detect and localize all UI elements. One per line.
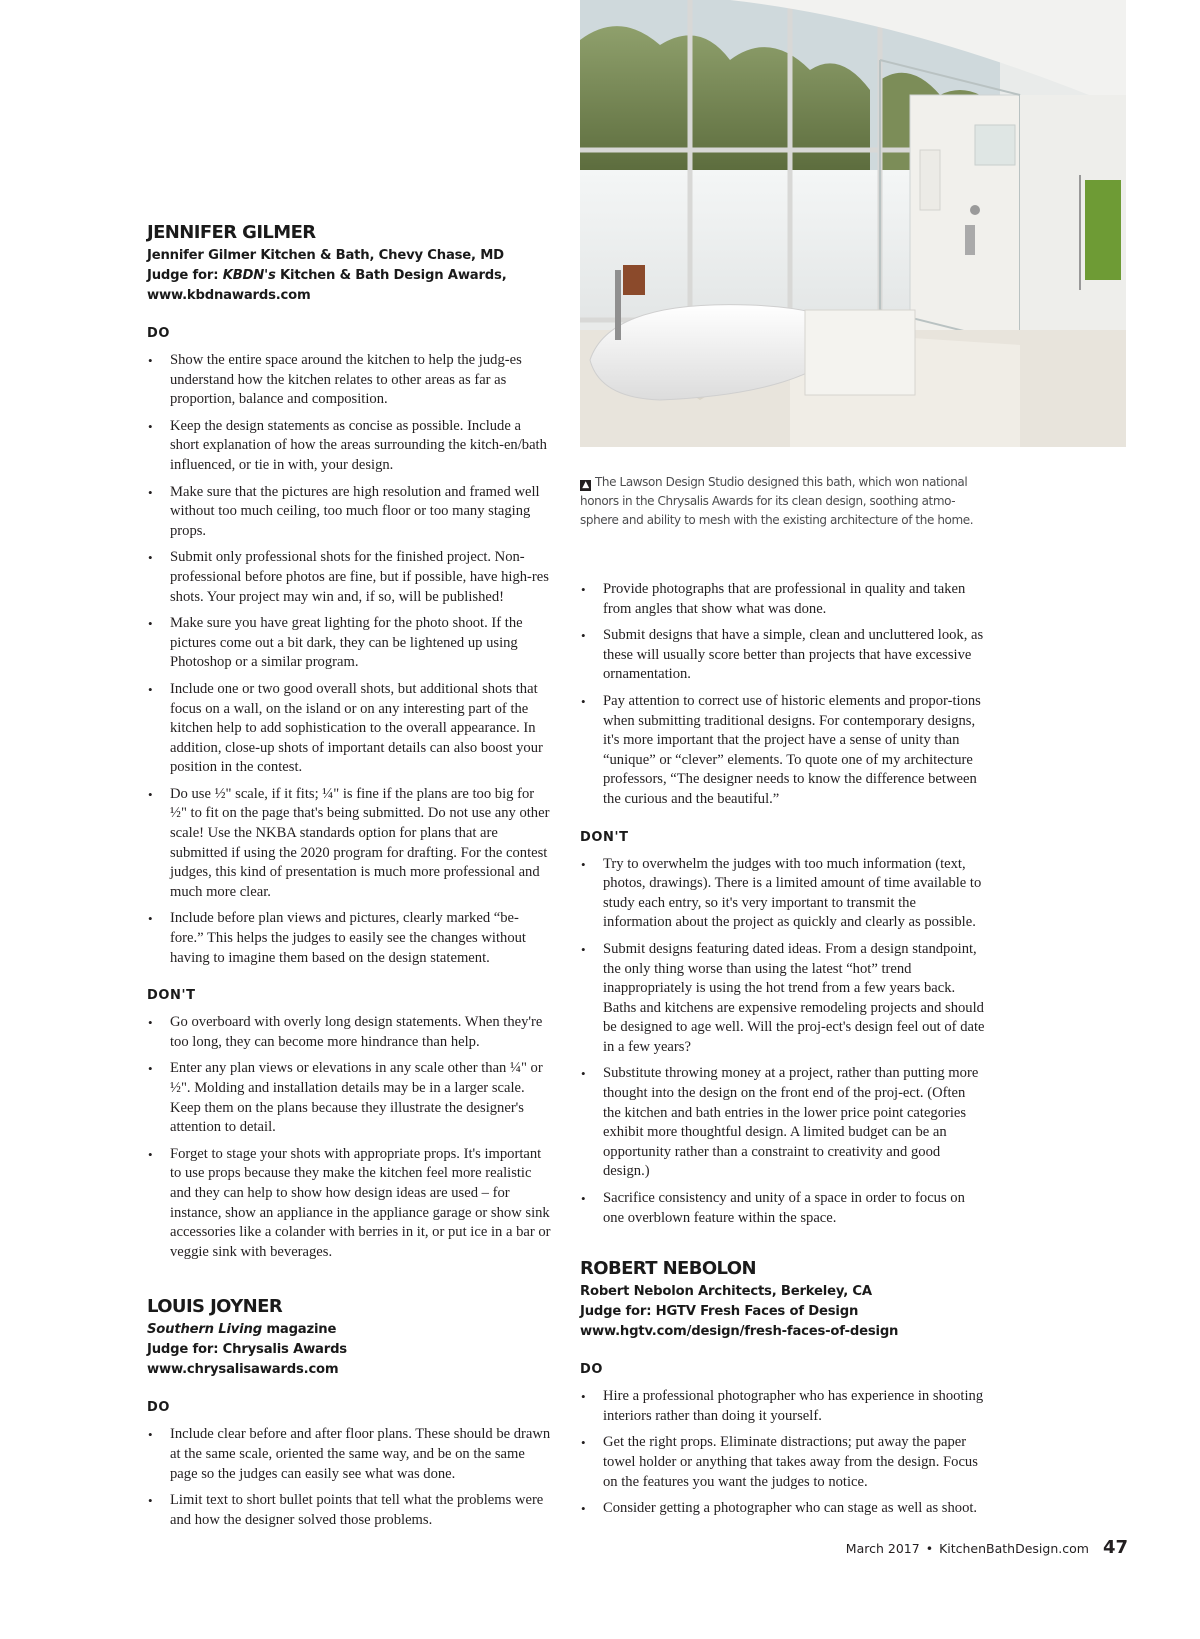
judge-url: www.hgtv.com/design/fresh-faces-of-design <box>580 1324 899 1340</box>
judge-meta <box>147 246 552 306</box>
list-item: • Make sure that the pictures are high resolution and framed well without too much ceiling, too much floor or too many staging props. <box>147 483 552 542</box>
judge-gilmer <box>147 222 552 1262</box>
judge-nebolon <box>580 1258 985 1519</box>
do-heading: DO <box>580 1362 604 1378</box>
list-item: • Submit designs featuring dated ideas. From a design standpoint, the only thing worse than using the latest “hot” trend inappropriately is using the hot trend from a few years back. Baths and kitchens are expensive remodeling projects and should be designed to age well. Will the proj-ect's design feel out of date in a few years? <box>580 940 985 1058</box>
dont-heading: DON'T <box>580 829 629 845</box>
list-item: • Get the right props. Eliminate distractions; put away the paper towel holder or anything that takes away from the design. Focus on the features you want the judges to notice. <box>580 1433 985 1492</box>
list-item: • Show the entire space around the kitchen to help the judg-es understand how the kitchen relates to other areas as far as proportion, balance and composition. <box>147 351 552 410</box>
do-heading: DO <box>147 1400 171 1416</box>
list-item: • Consider getting a photographer who can stage as well as shoot. <box>580 1499 985 1519</box>
page-number: 47 <box>1102 1537 1128 1558</box>
list-item: • Do use ½" scale, if it fits; ¼" is fine if the plans are too big for ½" to fit on the page that's being submitted. Do not use any other scale! Use the NKBA standards option for plans that are submitted if using the 2020 program for drafting. For the contest judges, this kind of presentation is much more professional and much more clear. <box>147 785 552 903</box>
list-item: • Provide photographs that are professional in quality and taken from angles that show what was done. <box>580 580 985 619</box>
do-list <box>147 1425 552 1530</box>
list-item: • Hire a professional photographer who has experience in shooting interiors rather than doing it yourself. <box>580 1387 985 1426</box>
list-item: • Enter any plan views or elevations in any scale other than ¼" or ½". Molding and installation details may be in a larger scale. Keep them on the plans because they illustrate the designer's attention to detail. <box>147 1059 552 1137</box>
dont-heading: DON'T <box>147 988 196 1004</box>
issue-date: March 2017 <box>845 1541 920 1556</box>
page-footer <box>846 1537 1128 1558</box>
list-item: • Go overboard with overly long design statements. When they're too long, they can become more hindrance than help. <box>147 1013 552 1052</box>
judge-prefix: Judge for: <box>147 268 223 283</box>
site-name: KitchenBathDesign.com <box>939 1541 1089 1556</box>
do-heading: DO <box>147 326 171 341</box>
judge-affiliation: Judge for: Chrysalis Awards <box>147 1342 347 1358</box>
list-item: • Submit only professional shots for the finished project. Non-professional before photos are fine, but if possible, have high-res shots. Your project may win and, if so, will be published! <box>147 548 552 607</box>
judge-award: Kitchen & Bath Design Awards, <box>275 268 507 283</box>
left-column <box>147 222 552 1537</box>
list-item: • Include clear before and after floor plans. These should be drawn at the same scale, oriented the same way, and be on the same page so the judges can easily see what was done. <box>147 1425 552 1484</box>
do-list <box>580 1387 985 1519</box>
judge-pub-italic: KBDN's <box>222 268 276 283</box>
judge-publication <box>147 1320 552 1340</box>
list-item: • Submit designs that have a simple, clean and uncluttered look, as these will usually score better than projects that have excessive ornamentation. <box>580 626 985 685</box>
judge-pub-italic: Southern Living <box>147 1322 262 1338</box>
judge-pub-suffix: magazine <box>261 1322 337 1338</box>
dont-list <box>580 855 985 1229</box>
judge-joyner <box>147 1296 552 1530</box>
up-arrow-icon: ▲ <box>580 480 591 491</box>
list-item: • Sacrifice consistency and unity of a space in order to focus on one overblown feature within the space. <box>580 1189 985 1228</box>
judge-affiliation <box>147 266 552 286</box>
judge-meta <box>580 1282 985 1342</box>
caption-text: The Lawson Design Studio designed this bath, which won national honors in the Chrysalis Awards for its clean design, soothing atmo-sphere and ability to mesh with the existing architecture of the home. <box>580 475 974 527</box>
photo-caption <box>580 473 990 530</box>
do-list <box>147 351 552 968</box>
judge-name: LOUIS JOYNER <box>147 1296 283 1318</box>
list-item: • Make sure you have great lighting for the photo shoot. If the pictures come out a bit dark, they can be lightened up using Photoshop or a similar program. <box>147 614 552 673</box>
do-list-continued <box>580 580 985 810</box>
right-column <box>580 580 985 1526</box>
list-item: • Keep the design statements as concise as possible. Include a short explanation of how the areas surrounding the kitch-en/bath influenced, or tie in with, your design. <box>147 417 552 476</box>
judge-company: Jennifer Gilmer Kitchen & Bath, Chevy Chase, MD <box>147 248 504 263</box>
list-item: • Try to overwhelm the judges with too much information (text, photos, drawings). There is a limited amount of time available to study each entry, so it's very important to transmit the information about the project as quickly and clearly as possible. <box>580 855 985 933</box>
list-item: • Include before plan views and pictures, clearly marked “be-fore.” This helps the judges to easily see the changes without having to imagine them based on the design statement. <box>147 909 552 968</box>
bathroom-illustration <box>580 0 1126 447</box>
list-item: • Pay attention to correct use of historic elements and propor-tions when submitting traditional designs. For contemporary designs, it's more important that the project have a sense of unity than “unique” or “clever” elements. To quote one of my architecture professors, “The designer needs to know the difference between the curious and the beautiful.” <box>580 692 985 810</box>
list-item: • Substitute throwing money at a project, rather than putting more thought into the design on the front end of the proj-ect. (Often the kitchen and bath entries in the lower price point categories exhibit more thoughtful design. A limited budget can be an opportunity rather than a constraint to creativity and good design.) <box>580 1064 985 1182</box>
judge-url: www.kbdnawards.com <box>147 288 311 303</box>
list-item: • Forget to stage your shots with appropriate props. It's important to use props because they make the kitchen feel more realistic and they can help to show how design ideas are used – for instance, show an appliance in the appliance garage or show sink accessories like a colander with berries in it, or put ice in a bar or veggie sink with beverages. <box>147 1145 552 1263</box>
judge-affiliation: Judge for: HGTV Fresh Faces of Design <box>580 1304 859 1320</box>
judge-name: ROBERT NEBOLON <box>580 1258 756 1280</box>
judge-name: JENNIFER GILMER <box>147 222 316 243</box>
bathroom-photo <box>580 0 1126 447</box>
judge-company: Robert Nebolon Architects, Berkeley, CA <box>580 1284 872 1300</box>
footer-separator: • <box>925 1541 934 1556</box>
judge-url: www.chrysalisawards.com <box>147 1362 339 1378</box>
judge-meta <box>147 1320 552 1380</box>
dont-list <box>147 1013 552 1262</box>
list-item: • Include one or two good overall shots, but additional shots that focus on a wall, on the island or on any interesting part of the kitchen help to add sophistication to the overall appearance. In addition, close-up shots of important details can also boost your position in the contest. <box>147 680 552 778</box>
list-item: • Limit text to short bullet points that tell what the problems were and how the designer solved those problems. <box>147 1491 552 1530</box>
